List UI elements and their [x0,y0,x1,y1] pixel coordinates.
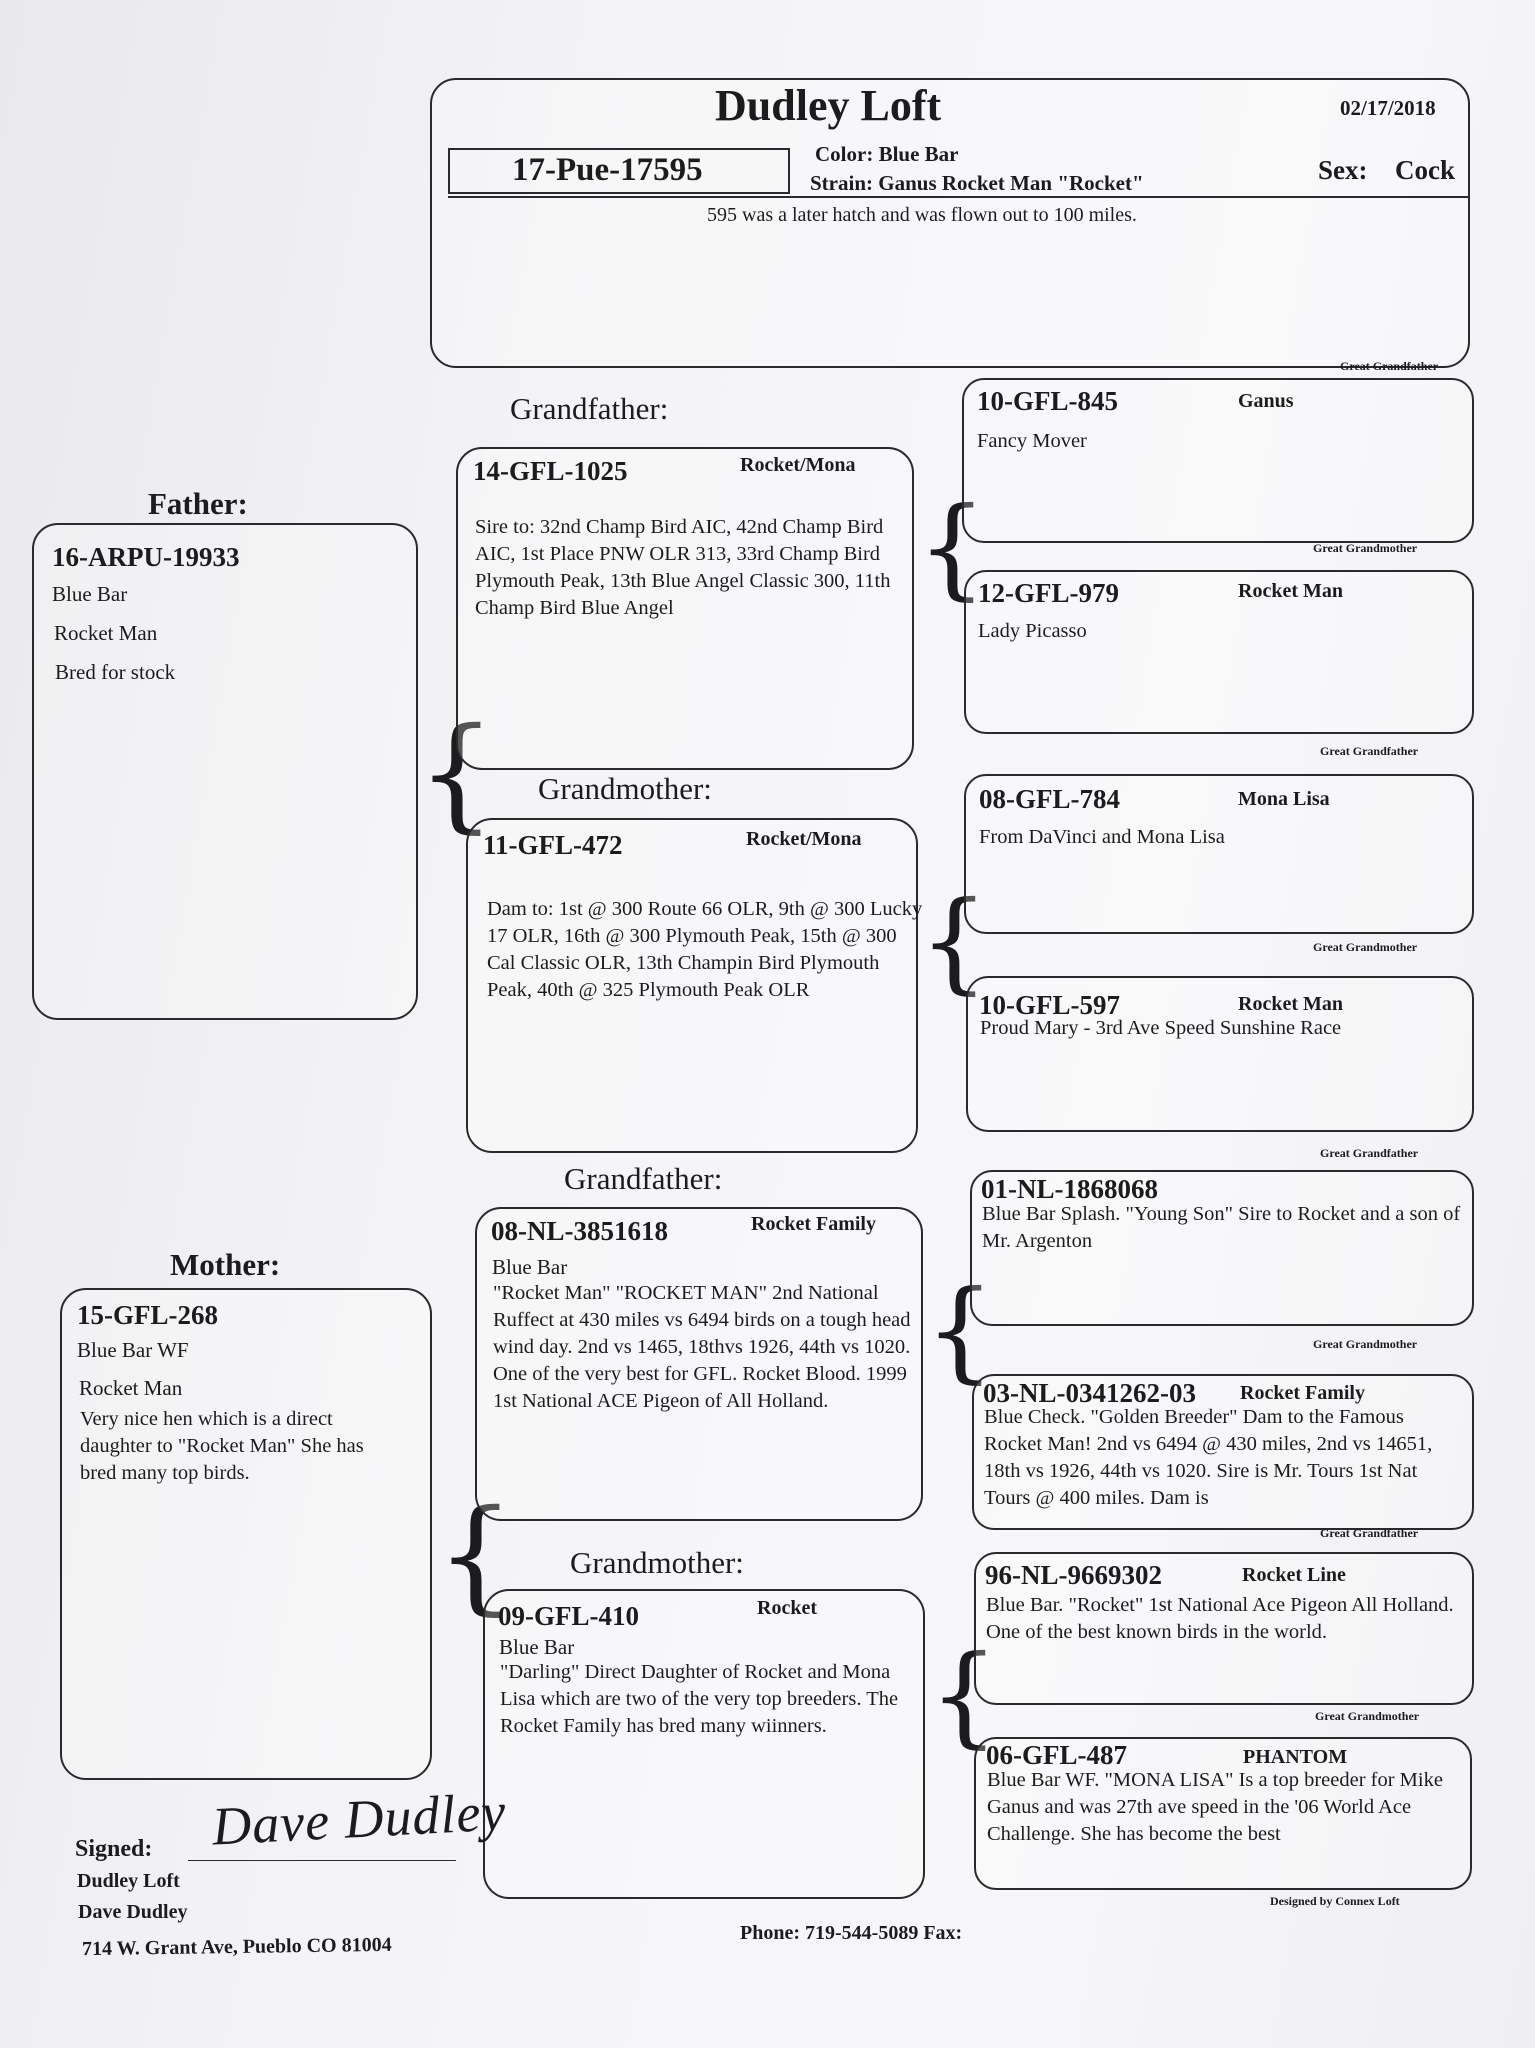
main-band-number: 17-Pue-17595 [512,152,703,188]
great-grandparent-5-notes: Blue Bar Splash. "Young Son" Sire to Rocket and a son of Mr. Argenton [982,1203,1461,1252]
ggm-label-1: Great Grandmother [1313,541,1418,555]
sex-value: Cock [1395,155,1455,185]
designed-by: Designed by Connex Loft [1270,1894,1400,1908]
mother-notes: Very nice hen which is a direct daughter to "Rocket Man" She has bred many top birds. [80,1408,364,1484]
father-band: 16-ARPU-19933 [52,542,240,572]
header-note: 595 was a later hatch and was flown out to 100 miles. [707,204,1137,226]
great-grandparent-8-notes: Blue Bar WF. "MONA LISA" Is a top breeder for Mike Ganus and was 27th ave speed in the '06 World Ace Challenge. She has become the best [987,1769,1443,1845]
great-grandparent-3-notes: From DaVinci and Mona Lisa [979,826,1225,848]
grandfather-1-heading: Grandfather: [510,391,669,426]
header-strain: Strain: Ganus Rocket Man "Rocket" [810,171,1144,195]
grandmother-1-strain: Rocket/Mona [746,828,862,850]
great-grandparent-2-band: 12-GFL-979 [978,578,1119,608]
signed-label: Signed: [75,1836,153,1862]
footer-owner: Dave Dudley [78,1901,188,1923]
father-brace-icon: { [417,702,496,846]
great-grandparent-3-strain: Mona Lisa [1238,788,1330,810]
great-grandparent-1-band: 10-GFL-845 [977,386,1118,416]
great-grandparent-8-strain: PHANTOM [1243,1746,1348,1768]
father-note: Bred for stock [55,660,176,684]
header-divider [448,196,1468,198]
grandmother-1-notes: Dam to: 1st @ 300 Route 66 OLR, 9th @ 300 Lucky 17 OLR, 16th @ 300 Plymouth Peak, 15th @ 300 Cal Classic OLR, 13th Champin Bird Plymouth Peak, 40th @ 325 Plymouth Peak OLR [487,898,923,1001]
great-grandparent-7-notes: Blue Bar. "Rocket" 1st National Ace Pigeon All Holland. One of the best known birds in the world. [986,1594,1454,1643]
grandmother-2-notes: "Darling" Direct Daughter of Rocket and Mona Lisa which are two of the very top breeders. The Rocket Family has bred many wiinners. [500,1661,899,1737]
mother-band: 15-GFL-268 [77,1300,218,1330]
ggf-label-1: Great Grandfather [1340,359,1439,373]
footer-address: 714 W. Grant Ave, Pueblo CO 81004 [81,1933,392,1961]
grandfather-2-notes: "Rocket Man" "ROCKET MAN" 2nd National Ruffect at 430 miles vs 6494 birds on a tough head wind day. 2nd vs 1465, 18thvs 1926, 44th vs 1020. One of the very best for GFL. Rocket Blood. 1999 1st National ACE Pigeon of All Holland. [493,1282,911,1412]
great-grandparent-4-band: 10-GFL-597 [979,990,1120,1020]
mother-color: Blue Bar WF [77,1338,189,1362]
great-grandparent-2-strain: Rocket Man [1238,580,1343,602]
gf2-brace-icon: { [925,1266,995,1394]
grandmother-1-heading: Grandmother: [538,771,712,806]
grandmother-2-color: Blue Bar [499,1635,575,1659]
mother-strain: Rocket Man [79,1376,183,1400]
ggf-label-3: Great Grandfather [1320,1146,1419,1160]
great-grandparent-2-notes: Lady Picasso [978,620,1087,642]
mother-heading: Mother: [170,1247,281,1282]
grandfather-1-band: 14-GFL-1025 [473,456,628,486]
grandmother-2-band: 09-GFL-410 [498,1601,639,1631]
grandmother-2-heading: Grandmother: [570,1545,744,1580]
ggf-label-4: Great Grandfather [1320,1526,1419,1540]
gf1-brace-icon: { [917,483,987,611]
great-grandparent-5-band: 01-NL-1868068 [981,1174,1158,1204]
header-date: 02/17/2018 [1340,96,1436,120]
handwritten-signature: Dave Dudley [210,1781,508,1857]
great-grandparent-7-band: 96-NL-9669302 [985,1560,1162,1590]
ggm-label-3: Great Grandmother [1313,1337,1418,1351]
great-grandparent-3-band: 08-GFL-784 [979,784,1120,814]
mother-brace-icon: { [436,1484,515,1628]
grandmother-2-strain: Rocket [757,1597,817,1619]
grandfather-2-color: Blue Bar [492,1255,568,1279]
loft-name: Dudley Loft [715,81,942,130]
grandfather-2-band: 08-NL-3851618 [491,1216,668,1246]
signature-line [188,1860,456,1861]
grandfather-1-strain: Rocket/Mona [740,454,856,476]
great-grandparent-6-notes: Blue Check. "Golden Breeder" Dam to the Famous Rocket Man! 2nd vs 6494 @ 430 miles, 2nd vs 14651, 18th vs 1926, 44th vs 1020. Sire is Mr. Tours 1st Nat Tours @ 400 miles. Dam is [984,1406,1433,1509]
ggm-label-4: Great Grandmother [1315,1709,1420,1723]
great-grandparent-1-strain: Ganus [1238,390,1294,412]
ggm-label-2: Great Grandmother [1313,940,1418,954]
great-grandparent-6-band: 03-NL-0341262-03 [983,1378,1196,1408]
footer-phone: Phone: 719-544-5089 Fax: [740,1922,963,1944]
great-grandparent-4-notes: Proud Mary - 3rd Ave Speed Sunshine Race [980,1017,1342,1039]
footer-loft: Dudley Loft [77,1870,180,1892]
father-strain: Rocket Man [54,621,158,645]
great-grandparent-6-strain: Rocket Family [1240,1382,1365,1404]
father-color: Blue Bar [52,582,128,606]
grandfather-2-heading: Grandfather: [564,1161,723,1196]
gm1-brace-icon: { [919,877,989,1005]
sex-label: Sex: [1318,155,1368,185]
gm2-brace-icon: { [929,1631,999,1759]
great-grandparent-7-strain: Rocket Line [1242,1564,1346,1586]
ggf-label-2: Great Grandfather [1320,744,1419,758]
grandfather-1-notes: Sire to: 32nd Champ Bird AIC, 42nd Champ Bird AIC, 1st Place PNW OLR 313, 33rd Champ Bird Plymouth Peak, 13th Blue Angel Classic 300, 11th Champ Bird Blue Angel [475,516,891,619]
great-grandparent-4-strain: Rocket Man [1238,993,1343,1015]
great-grandparent-1-notes: Fancy Mover [977,430,1087,452]
father-heading: Father: [148,486,248,521]
header-color: Color: Blue Bar [815,142,959,166]
great-grandparent-8-band: 06-GFL-487 [986,1740,1127,1770]
grandmother-1-band: 11-GFL-472 [483,830,623,860]
grandfather-2-strain: Rocket Family [751,1213,876,1235]
